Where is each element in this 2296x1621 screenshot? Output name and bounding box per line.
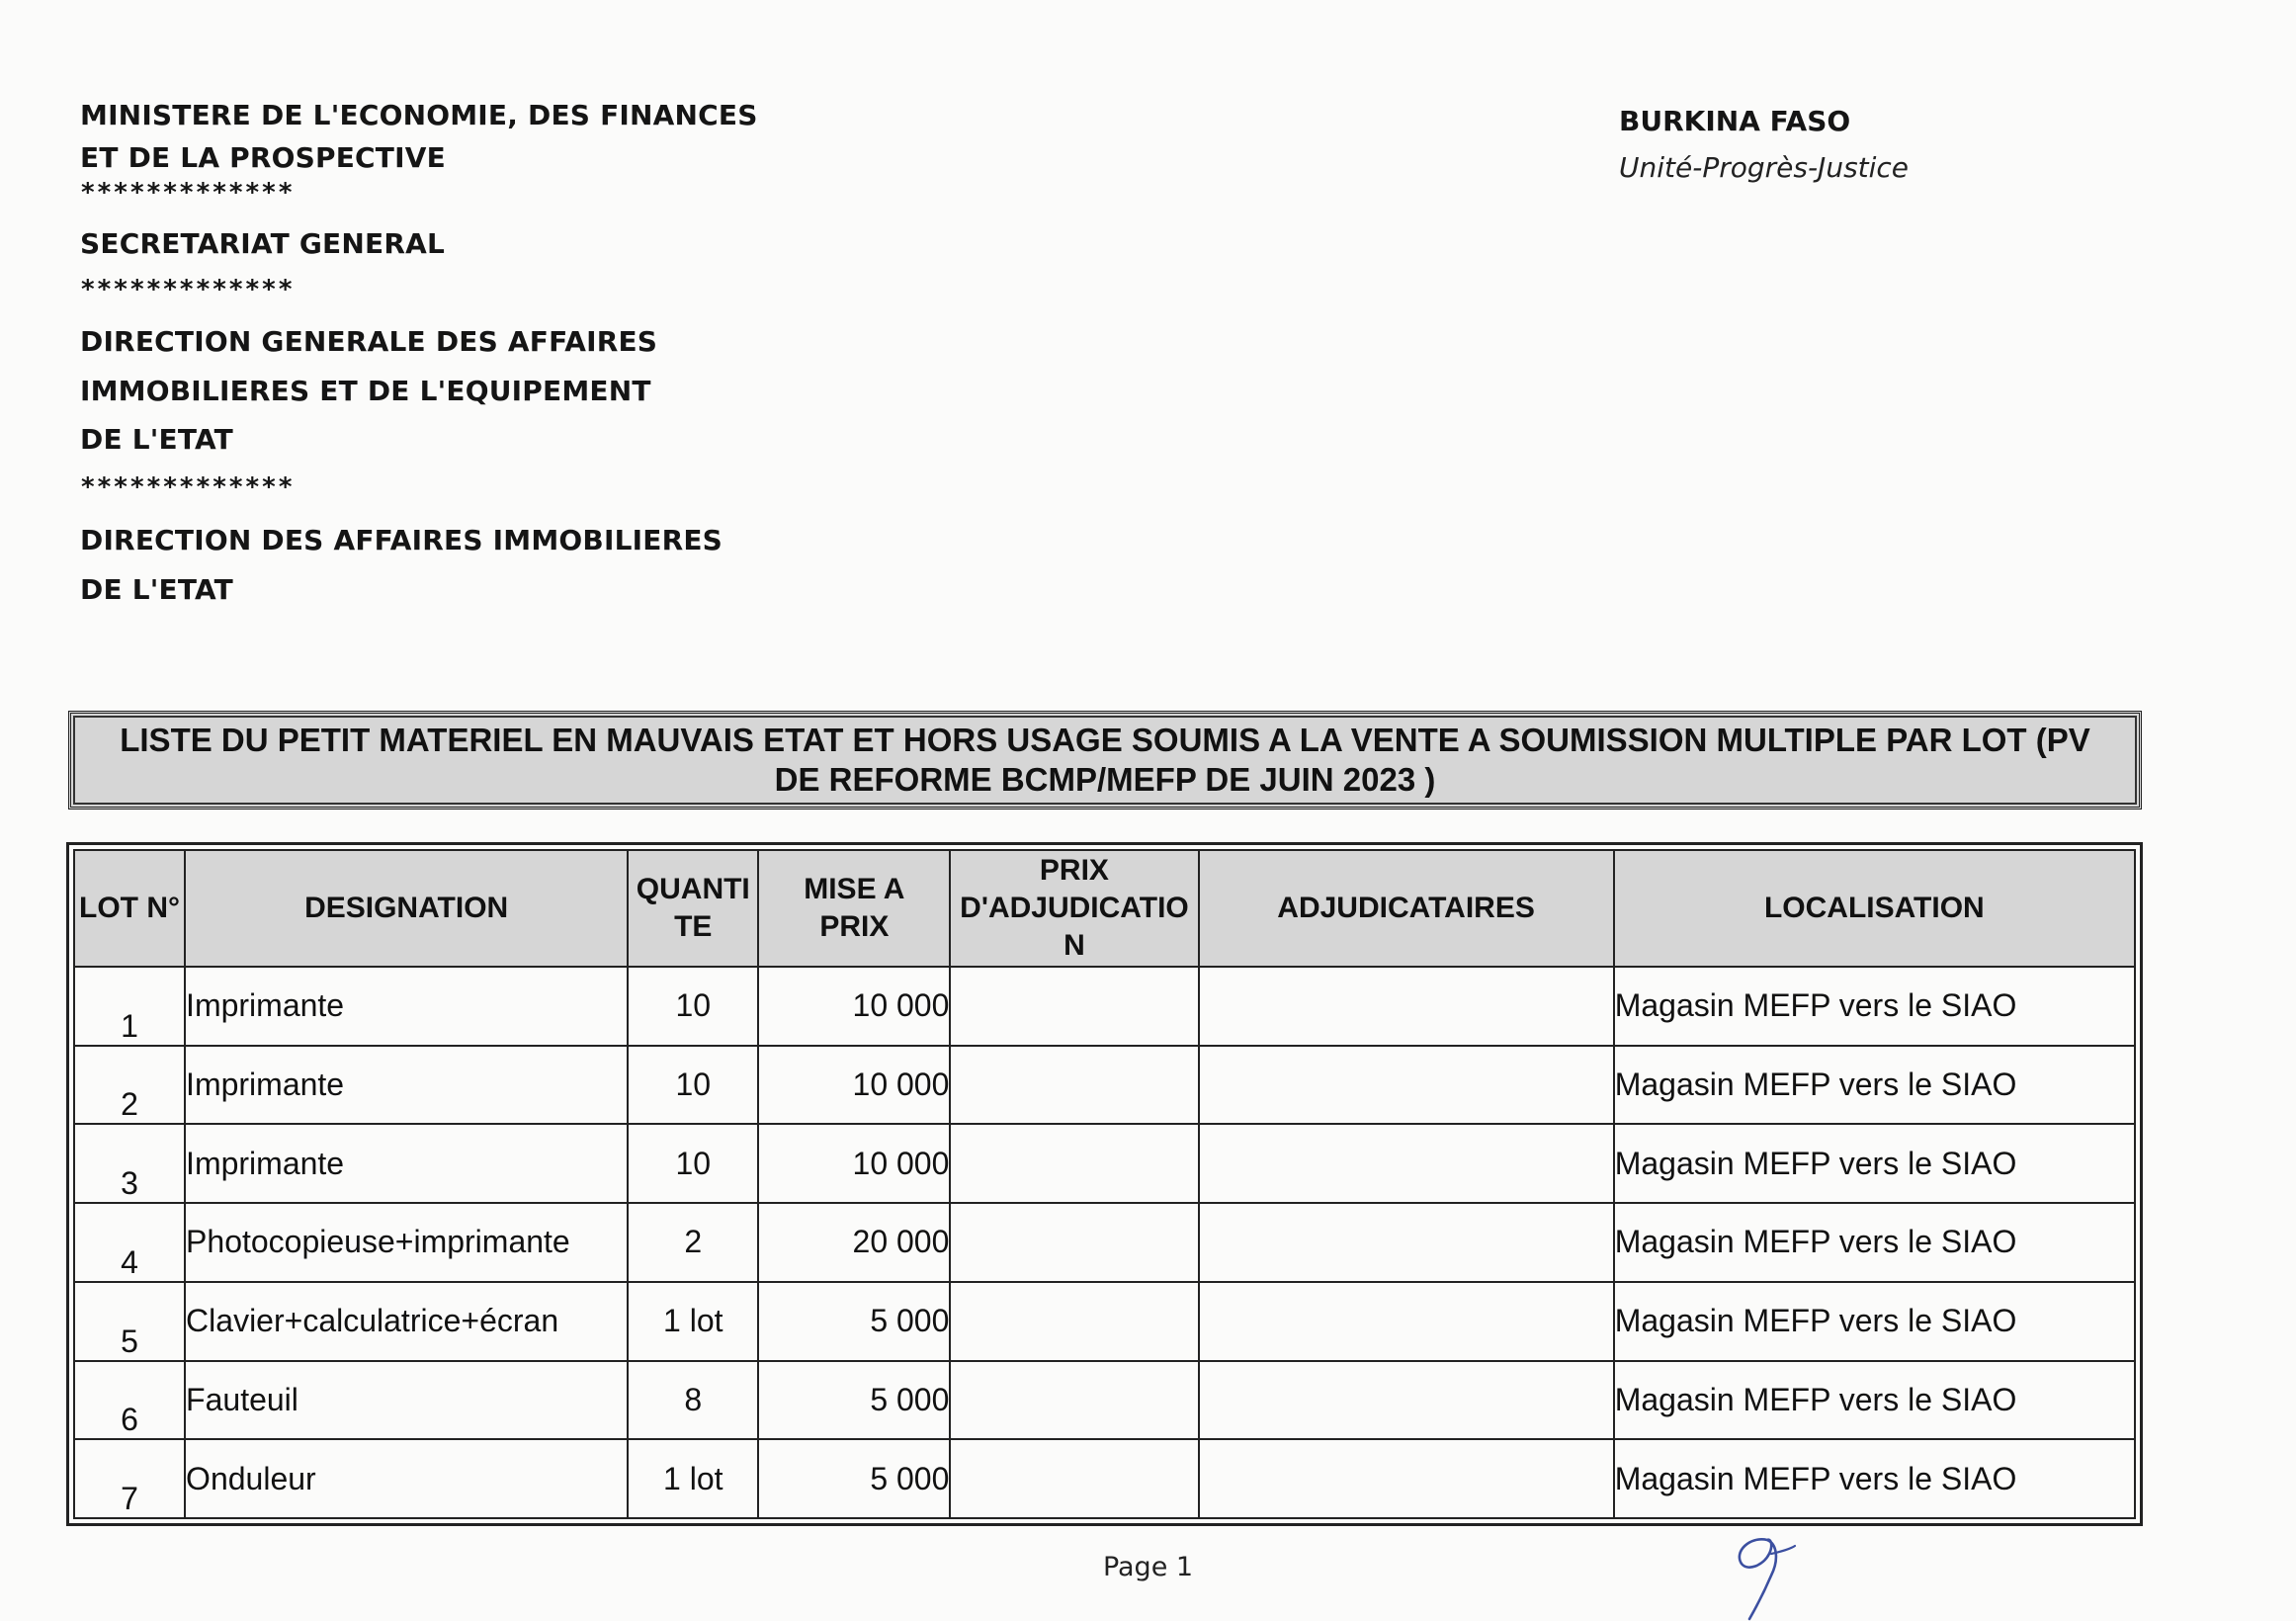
cell-localisation: Magasin MEFP vers le SIAO (1614, 1361, 2135, 1440)
cell-quantite: 1 lot (628, 1439, 758, 1518)
cell-quantite: 1 lot (628, 1282, 758, 1361)
direction-generale-line-1: DIRECTION GENERALE DES AFFAIRES (80, 325, 658, 358)
table-row (74, 1439, 2135, 1518)
cell-adjudicataires (1199, 1203, 1614, 1282)
cell-localisation: Magasin MEFP vers le SIAO (1614, 1046, 2135, 1125)
cell-lot-number: 2 (74, 1046, 185, 1125)
table-row (74, 1046, 2135, 1125)
cell-lot-number: 1 (74, 967, 185, 1046)
ministry-name-line-2: ET DE LA PROSPECTIVE (80, 141, 446, 174)
cell-adjudicataires (1199, 1124, 1614, 1203)
direction-line-1: DIRECTION DES AFFAIRES IMMOBILIERES (80, 524, 723, 556)
column-header-designation: DESIGNATION (185, 850, 628, 967)
cell-mise-a-prix: 20 000 (758, 1203, 950, 1282)
secretariat-line: SECRETARIAT GENERAL (80, 227, 445, 260)
cell-mise-a-prix: 5 000 (758, 1282, 950, 1361)
cell-quantite: 8 (628, 1361, 758, 1440)
cell-localisation: Magasin MEFP vers le SIAO (1614, 1282, 2135, 1361)
table-row (74, 1361, 2135, 1440)
cell-mise-a-prix: 10 000 (758, 1046, 950, 1125)
cell-prix-adjudication (950, 1361, 1198, 1440)
cell-adjudicataires (1199, 1361, 1614, 1440)
cell-prix-adjudication (950, 1282, 1198, 1361)
cell-designation: Imprimante (185, 1046, 628, 1125)
ministry-name-line-1: MINISTERE DE L'ECONOMIE, DES FINANCES (80, 99, 758, 131)
cell-localisation: Magasin MEFP vers le SIAO (1614, 1439, 2135, 1518)
cell-adjudicataires (1199, 1439, 1614, 1518)
cell-adjudicataires (1199, 1046, 1614, 1125)
cell-quantite: 10 (628, 1046, 758, 1125)
country-name: BURKINA FASO (1619, 105, 1851, 137)
cell-mise-a-prix: 5 000 (758, 1361, 950, 1440)
table-row (74, 1203, 2135, 1282)
cell-adjudicataires (1199, 967, 1614, 1046)
table-row (74, 1282, 2135, 1361)
lots-table (73, 849, 2136, 1519)
column-header-lot: LOT N° (74, 850, 185, 967)
document-title-box (68, 711, 2142, 810)
column-header-quantite: QUANTI TE (628, 850, 758, 967)
handwritten-initials (1720, 1530, 1809, 1621)
lots-table-frame (66, 842, 2143, 1526)
cell-mise-a-prix: 5 000 (758, 1439, 950, 1518)
cell-quantite: 10 (628, 967, 758, 1046)
country-header (1619, 105, 1909, 184)
column-header-prix-adjudication: PRIX D'ADJUDICATIO N (950, 850, 1198, 967)
cell-lot-number: 4 (74, 1203, 185, 1282)
cell-designation: Clavier+calculatrice+écran (185, 1282, 628, 1361)
table-row (74, 967, 2135, 1046)
cell-lot-number: 3 (74, 1124, 185, 1203)
direction-line-2: DE L'ETAT (80, 573, 233, 606)
cell-localisation: Magasin MEFP vers le SIAO (1614, 1124, 2135, 1203)
cell-prix-adjudication (950, 1439, 1198, 1518)
column-header-mise-a-prix: MISE A PRIX (758, 850, 950, 967)
cell-quantite: 2 (628, 1203, 758, 1282)
cell-designation: Imprimante (185, 967, 628, 1046)
table-row (74, 1124, 2135, 1203)
table-header-row (74, 850, 2135, 967)
cell-adjudicataires (1199, 1282, 1614, 1361)
national-motto: Unité-Progrès-Justice (1619, 151, 1910, 184)
separator-stars: ************* (80, 472, 295, 502)
cell-lot-number: 7 (74, 1439, 185, 1518)
cell-lot-number: 5 (74, 1282, 185, 1361)
direction-generale-line-3: DE L'ETAT (80, 423, 233, 456)
cell-mise-a-prix: 10 000 (758, 967, 950, 1046)
separator-stars: ************* (80, 178, 295, 208)
cell-designation: Onduleur (185, 1439, 628, 1518)
column-header-localisation: LOCALISATION (1614, 850, 2135, 967)
cell-prix-adjudication (950, 1203, 1198, 1282)
cell-localisation: Magasin MEFP vers le SIAO (1614, 967, 2135, 1046)
cell-quantite: 10 (628, 1124, 758, 1203)
cell-lot-number: 6 (74, 1361, 185, 1440)
page-number: Page 1 (1102, 1552, 1194, 1582)
column-header-adjudicataires: ADJUDICATAIRES (1199, 850, 1614, 967)
cell-designation: Imprimante (185, 1124, 628, 1203)
cell-designation: Photocopieuse+imprimante (185, 1203, 628, 1282)
document-title: LISTE DU PETIT MATERIEL EN MAUVAIS ETAT ET HORS USAGE SOUMIS A LA VENTE A SOUMISSION MULTIPLE PAR LOT (PV DE REFORME BCMP/MEFP DE JUIN 2023 ) (120, 722, 2090, 798)
cell-prix-adjudication (950, 1124, 1198, 1203)
cell-prix-adjudication (950, 1046, 1198, 1125)
cell-mise-a-prix: 10 000 (758, 1124, 950, 1203)
separator-stars: ************* (80, 275, 295, 304)
direction-generale-line-2: IMMOBILIERES ET DE L'EQUIPEMENT (80, 375, 651, 407)
cell-prix-adjudication (950, 967, 1198, 1046)
cell-designation: Fauteuil (185, 1361, 628, 1440)
cell-localisation: Magasin MEFP vers le SIAO (1614, 1203, 2135, 1282)
